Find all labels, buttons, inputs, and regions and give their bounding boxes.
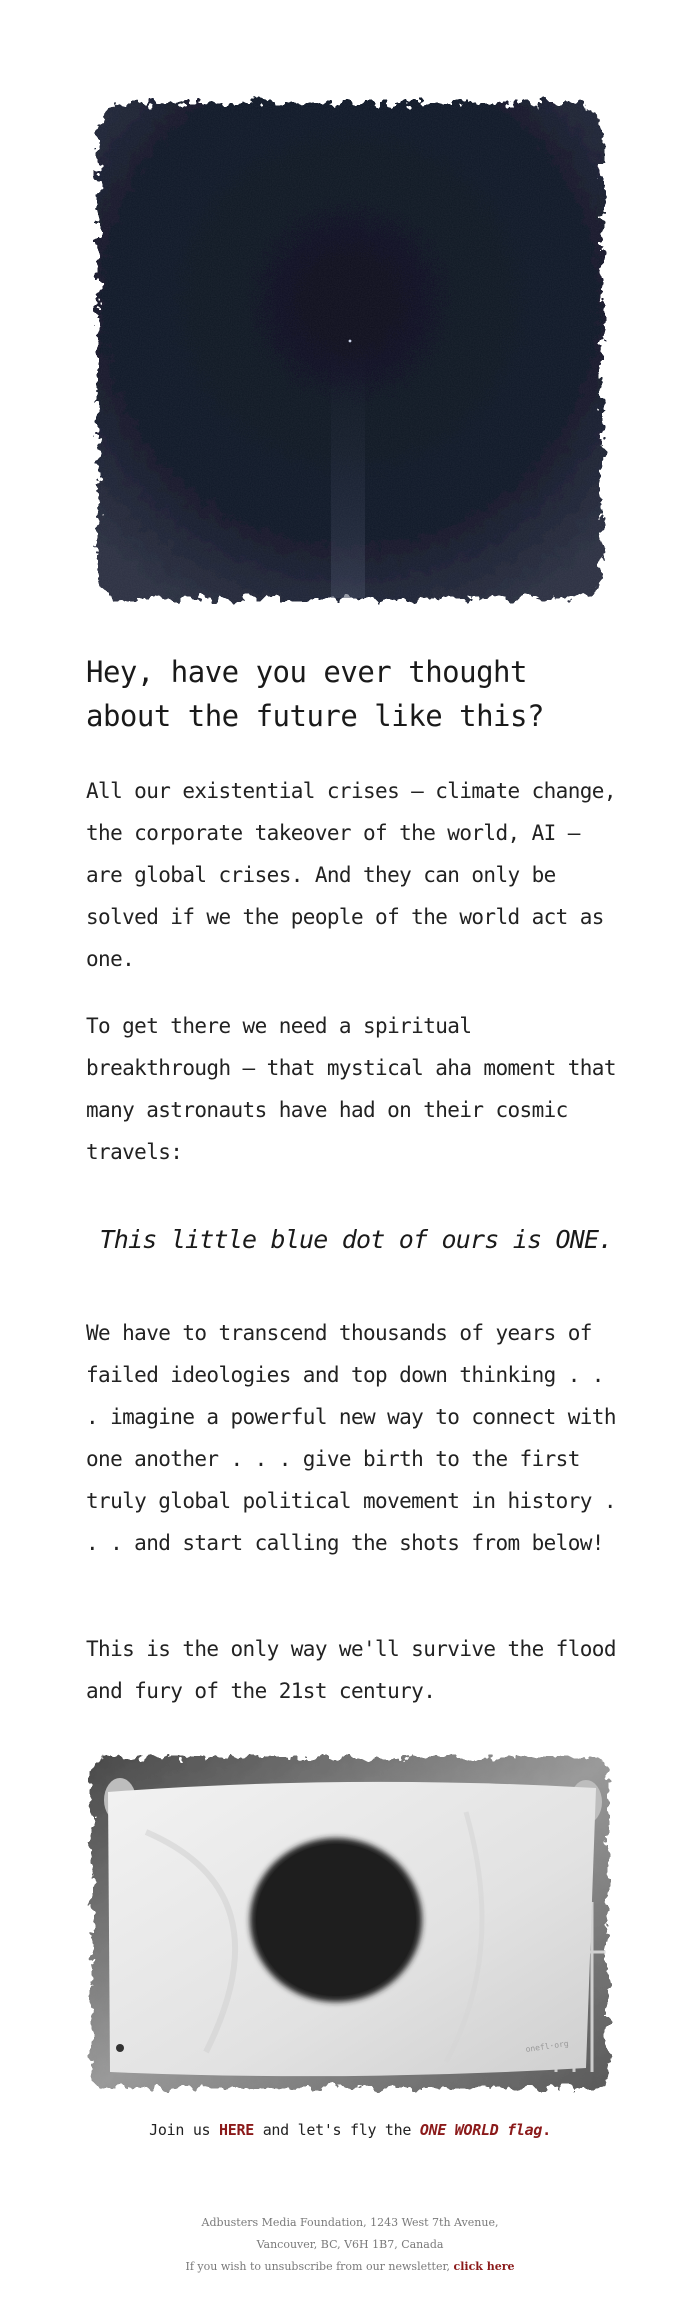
call-to-action (0, 2118, 700, 2142)
one-world-flag-photo (86, 1752, 614, 2094)
footer-unsubscribe (0, 2256, 700, 2278)
unsubscribe-text: If you wish to unsubscribe from our newsletter, (185, 2260, 454, 2273)
paragraph-survive: This is the only way we'll survive the flood and fury of the 21st century. (86, 1637, 616, 1703)
footer-address-line2: Vancouver, BC, V6H 1B7, Canada (256, 2238, 444, 2251)
one-world-flag-link[interactable]: ONE WORLD flag (419, 2121, 543, 2139)
join-here-link[interactable]: HERE (219, 2121, 254, 2139)
cta-middle: and let's fly the (253, 2121, 420, 2139)
cta-prefix: Join us (149, 2121, 220, 2139)
svg-text:onefl·org: onefl·org (525, 2039, 570, 2054)
hero-space-image (86, 93, 614, 613)
footer-address-line1: Adbusters Media Foundation, 1243 West 7th Avenue, (201, 2216, 499, 2229)
paragraph-crises: All our existential crises — climate change, the corporate takeover of the world, AI — are global crises. And they can only be solved if we the people of the world act as one. (86, 779, 616, 971)
footer (0, 2212, 700, 2278)
unsubscribe-link[interactable]: click here (453, 2260, 515, 2273)
pull-quote: This little blue dot of ours is ONE. (99, 1225, 613, 1254)
headline: Hey, have you ever thought about the future like this? (86, 655, 544, 733)
cta-suffix: . (542, 2121, 551, 2139)
paragraph-breakthrough: To get there we need a spiritual breakthrough — that mystical aha moment that many astronauts have had on their cosmic travels: (86, 1014, 616, 1164)
paragraph-transcend: We have to transcend thousands of years of failed ideologies and top down thinking . . . imagine a powerful new way to connect with one another . . . give birth to the first truly global political movement in history . . . and start calling the shots from below! (86, 1321, 616, 1555)
